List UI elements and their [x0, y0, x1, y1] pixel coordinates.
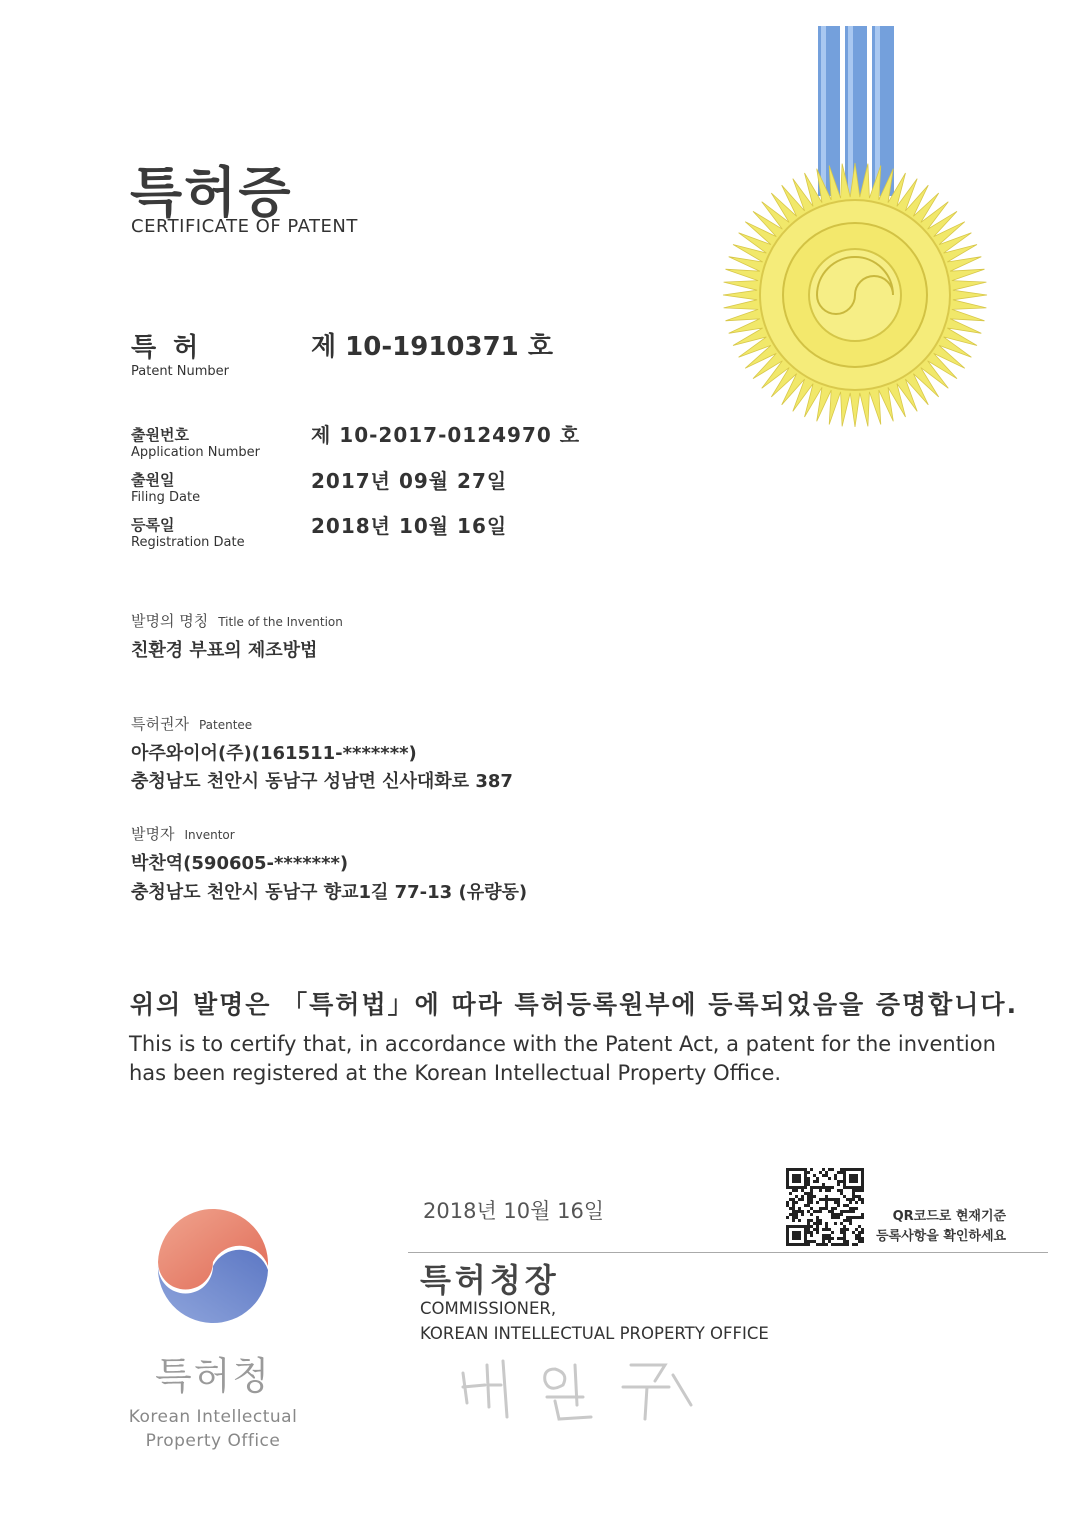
- invention-title: 친환경 부표의 제조방법: [131, 640, 318, 661]
- patentee-name: 아주와이어(주)(161511-*******): [131, 743, 417, 764]
- commissioner-line1: COMMISSIONER,: [420, 1299, 557, 1318]
- filing-label-en: Filing Date: [131, 490, 201, 505]
- inventor-heading: [131, 823, 235, 844]
- kipo-en-line1: Korean Intellectual: [128, 1407, 298, 1427]
- patentee-heading: [131, 713, 252, 734]
- application-number: 제 10-2017-0124970 호: [311, 423, 581, 447]
- inventor-address: 충청남도 천안시 동남구 향교1길 77-13 (유량동): [131, 882, 528, 903]
- declaration-ko: 위의 발명은 「특허법」에 따라 특허등록원부에 등록되었음을 증명합니다.: [130, 990, 1019, 1019]
- kipo-taegeuk-logo-icon: [148, 1200, 278, 1330]
- patentee-address: 충청남도 천안시 동남구 성남면 신사대화로 387: [131, 771, 513, 792]
- patentee-label-en: Patentee: [198, 718, 253, 732]
- patentee-label: 특허권자: [131, 715, 189, 733]
- invention-label-en: Title of the Invention: [218, 615, 343, 629]
- qr-note-line1: QR코드로 현재기준: [892, 1209, 1007, 1224]
- inventor-label-en: Inventor: [184, 828, 235, 842]
- filing-date: 2017년 09월 27일: [311, 469, 508, 493]
- footer-divider: [408, 1252, 1048, 1253]
- issue-date: 2018년 10월 16일: [423, 1199, 605, 1223]
- registration-date: 2018년 10월 16일: [311, 514, 508, 538]
- application-label: 출원번호: [131, 426, 189, 444]
- inventor-name: 박찬역(590605-*******): [131, 853, 349, 874]
- commissioner-line2: KOREAN INTELLECTUAL PROPERTY OFFICE: [420, 1324, 769, 1343]
- patent-label-en: Patent Number: [131, 364, 230, 379]
- filing-label: 출원일: [131, 471, 175, 489]
- patent-label: 특 허: [131, 333, 203, 363]
- kipo-en-line2: Property Office: [145, 1431, 281, 1451]
- kipo-name-en: [118, 1405, 308, 1453]
- registration-label: 등록일: [131, 516, 175, 534]
- declaration-en: This is to certify that, in accordance with the Patent Act, a patent for the invention has been registered at the Korean Intellectual Property Office.: [129, 1032, 996, 1085]
- gold-seal-emblem: [720, 20, 1000, 430]
- patent-number: 제 10-1910371 호: [311, 332, 553, 362]
- qr-note-line2: 등록사항을 확인하세요: [876, 1229, 1007, 1244]
- qr-code-icon[interactable]: [786, 1168, 864, 1246]
- application-label-en: Application Number: [131, 445, 260, 460]
- invention-heading: [131, 610, 343, 631]
- seal-icon: [723, 163, 987, 427]
- certificate-subtitle: CERTIFICATE OF PATENT: [131, 216, 358, 237]
- commissioner-title-en: [420, 1296, 769, 1346]
- signature: [455, 1355, 705, 1425]
- certificate-title: 특허증: [130, 161, 293, 224]
- registration-label-en: Registration Date: [131, 535, 245, 550]
- qr-note: [876, 1207, 1006, 1247]
- kipo-name-ko: 특허청: [155, 1354, 272, 1398]
- invention-label: 발명의 명칭: [131, 612, 209, 630]
- inventor-label: 발명자: [131, 825, 175, 843]
- commissioner-title: 특허청장: [420, 1261, 560, 1299]
